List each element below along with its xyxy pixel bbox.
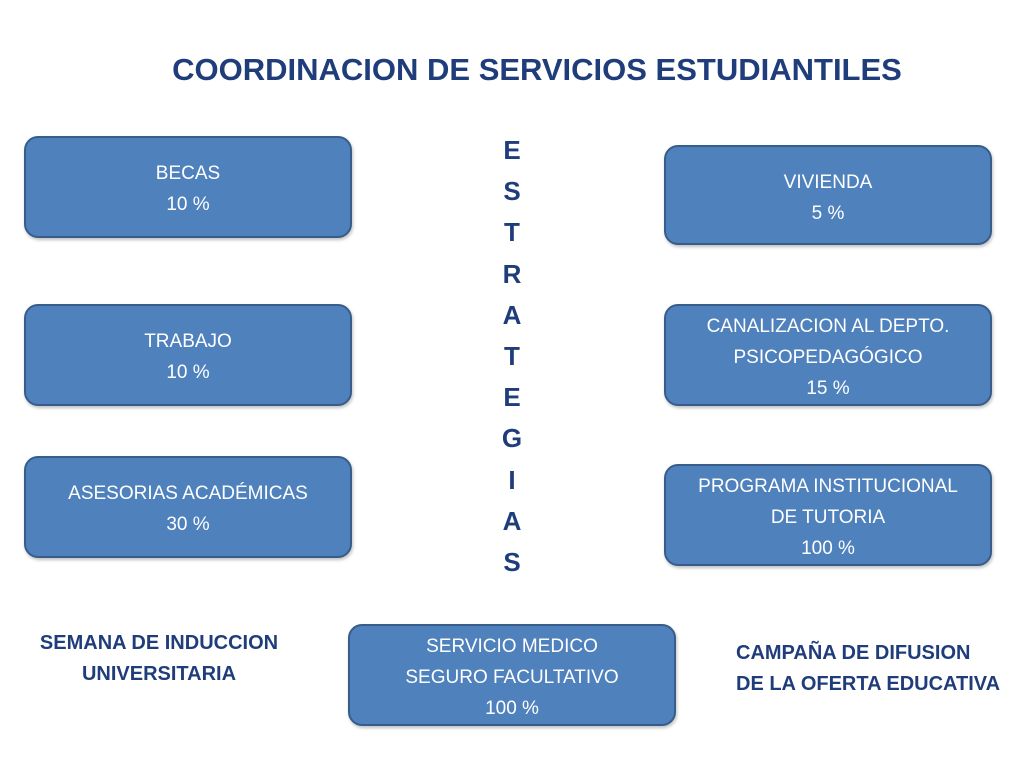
- vertical-letter: R: [502, 258, 522, 289]
- box-label: PROGRAMA INSTITUCIONAL: [698, 476, 958, 497]
- caption-line: UNIVERSITARIA: [81, 663, 237, 685]
- canalizacion-box: [664, 304, 992, 406]
- vertical-letter: S: [503, 176, 521, 207]
- vertical-letter: E: [503, 382, 521, 413]
- campana-difusion-caption: [736, 638, 1020, 700]
- box-percentage: 100 %: [485, 698, 539, 719]
- trabajo-box: [24, 304, 352, 406]
- semana-induccion-caption: [14, 628, 304, 690]
- estrategias-vertical-label: [490, 130, 534, 583]
- vertical-letter: I: [508, 464, 516, 495]
- vertical-letter: A: [502, 505, 522, 536]
- box-percentage: 100 %: [801, 538, 855, 559]
- box-percentage: 30 %: [166, 514, 210, 535]
- caption-line: CAMPAÑA DE DIFUSION: [736, 642, 971, 664]
- box-percentage: 10 %: [166, 362, 210, 383]
- servicio-medico-box: [348, 624, 676, 726]
- box-label: CANALIZACION AL DEPTO.: [706, 316, 950, 337]
- box-label: PSICOPEDAGÓGICO: [733, 347, 923, 368]
- asesorias-academicas-box: [24, 456, 352, 558]
- vivienda-box: [664, 145, 992, 245]
- caption-line: SEMANA DE INDUCCION: [39, 632, 279, 654]
- caption-line: DE LA OFERTA EDUCATIVA: [736, 673, 1001, 695]
- vertical-letter: S: [503, 547, 521, 578]
- box-label: BECAS: [155, 163, 221, 184]
- vertical-letter: A: [502, 299, 522, 330]
- box-label: ASESORIAS ACADÉMICAS: [68, 483, 308, 504]
- slide-title: COORDINACION DE SERVICIOS ESTUDIANTILES: [172, 52, 902, 87]
- programa-tutoria-box: [664, 464, 992, 566]
- vertical-letter: T: [504, 217, 520, 248]
- box-percentage: 10 %: [166, 194, 210, 215]
- box-percentage: 5 %: [811, 203, 845, 224]
- box-label: SEGURO FACULTATIVO: [405, 667, 619, 688]
- becas-box: [24, 136, 352, 238]
- box-percentage: 15 %: [806, 378, 850, 399]
- vertical-letter: T: [504, 341, 520, 372]
- box-label: TRABAJO: [144, 331, 232, 352]
- vertical-letter: G: [501, 423, 523, 454]
- box-label: DE TUTORIA: [770, 507, 886, 528]
- vertical-letter: E: [503, 135, 521, 165]
- box-label: SERVICIO MEDICO: [426, 636, 598, 657]
- box-label: VIVIENDA: [783, 172, 873, 193]
